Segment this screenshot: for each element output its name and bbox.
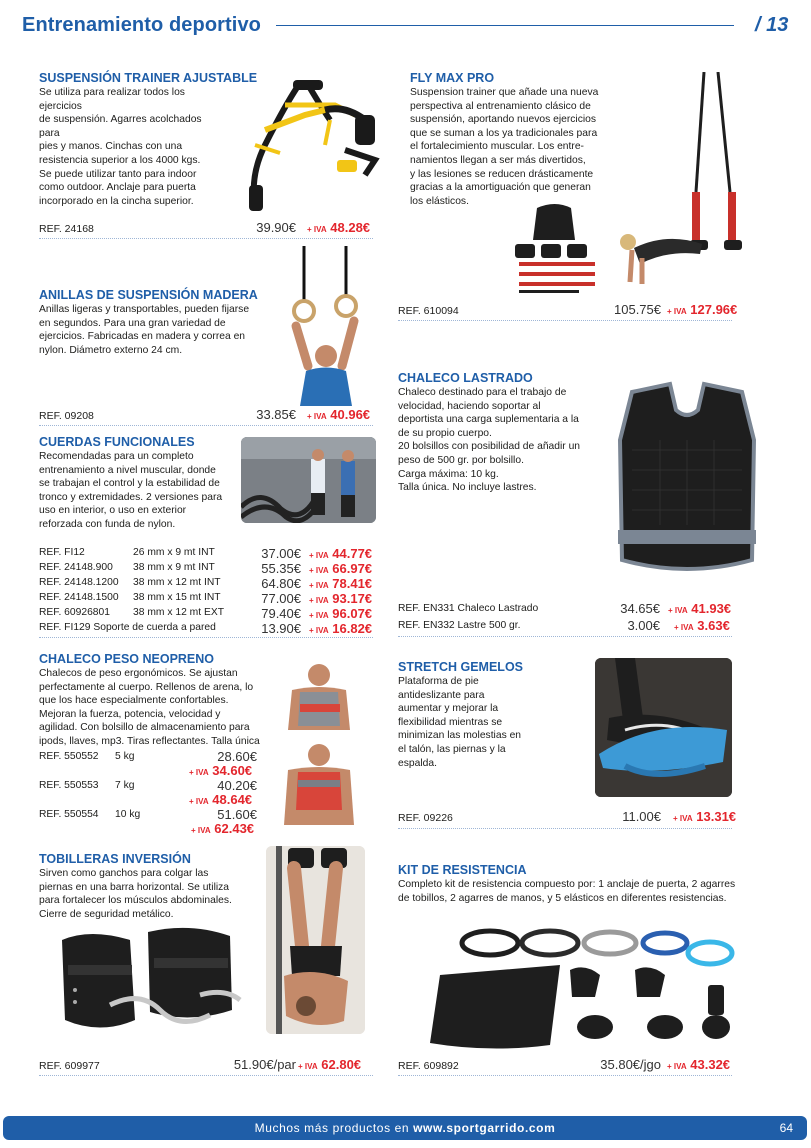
page-number: 64	[779, 1121, 793, 1135]
price-table	[39, 749, 259, 836]
product-description: Chalecos de peso ergonómicos. Se ajustan perfectamente al cuerpo. Rellenos de arena, lo que los hace especialmente confortables. Mejoran la fuerza, potencia, velocidad y agilidad. Con bolsillo de almacenamiento para ipods, llaves, mp3. Tiras reflectantes. Talla única	[39, 668, 260, 747]
table-row: REF. FI12 26 mm x 9 mt INT 37.00€ + IVA 44.77€	[39, 546, 373, 561]
neoprene-vest-image	[278, 660, 360, 825]
footer-text: Muchos más productos en www.sportgarrido.com	[254, 1121, 556, 1135]
divider	[39, 1075, 373, 1076]
suspension-trainer-image	[225, 75, 385, 215]
product-price: 35.80€/jgo	[600, 1057, 661, 1072]
product-title: KIT DE RESISTENCIA	[398, 863, 527, 877]
divider	[398, 1075, 732, 1076]
gymnastic-rings-image	[286, 246, 366, 406]
table-row: REF. 24148.1200 38 mm x 12 mt INT 64.80€ + IVA 78.41€	[39, 576, 373, 591]
divider	[39, 238, 373, 239]
product-title: CUERDAS FUNCIONALES	[39, 435, 195, 449]
inversion-boots-image	[50, 920, 250, 1050]
product-title: FLY MAX PRO	[410, 71, 495, 85]
product-description: Recomendadas para un completo entrenamiento a nivel muscular, donde se trabajan el control y la estabilidad de tronco y extremidades. 2 versiones para uso en interior, o uso en exterior reforzada con funda de nylon.	[39, 451, 223, 530]
product-price-iva: + IVA 48.28€	[307, 220, 371, 235]
price-table	[39, 546, 375, 636]
table-row: REF. 24148.1500 38 mm x 15 mt INT 77.00€ + IVA 93.17€	[39, 591, 373, 606]
product-description: Chaleco destinado para el trabajo de velocidad, haciendo soportar al deportista una carga suplementaria a la de su propio cuerpo. 20 bolsillos con posibilidad de añadir un peso de 500 gr. por bolsillo. Carga máxima: 10 kg. Talla única. No incluye lastres.	[398, 387, 581, 494]
product-ref: REF. 24168	[39, 223, 94, 235]
product-price-iva: + IVA 13.31€	[673, 809, 737, 824]
table-row: REF. 60926801 38 mm x 12 mt EXT 79.40€ + IVA 96.07€	[39, 606, 373, 621]
product-price: 105.75€	[614, 302, 661, 317]
product-description: Anillas ligeras y transportables, pueden fijarse en segundos. Para una gran variedad de ejercicios. Fabricadas en madera y correa en nylon. Diámetro externo 24 cm.	[39, 304, 250, 356]
weighted-vest-image	[612, 380, 762, 576]
product-price-iva: + IVA 40.96€	[307, 407, 371, 422]
divider	[398, 828, 732, 829]
table-row: REF. EN332 Lastre 500 gr. 3.00€ + IVA 3.63€	[398, 618, 730, 633]
product-description: Suspension trainer que añade una nueva perspectiva al entrenamiento clásico de suspensión, aportando nuevos ejercicios que se suman a los ya tradicionales para el fortalecimiento muscular. Los entre- namientos llegan a ser más divertidos, y las lesiones se reducen drásticamente gracias a la amortiguación que generan los elásticos.	[410, 87, 599, 207]
stretch-platform-image	[595, 658, 732, 797]
product-price-iva: + IVA 62.80€	[298, 1057, 362, 1072]
table-row: REF. 550554 10 kg 51.60€ + IVA 62.43€	[39, 807, 257, 836]
divider	[39, 425, 373, 426]
product-price: 33.85€	[256, 407, 296, 422]
divider	[398, 636, 732, 637]
product-description: Sirven como ganchos para colgar las piernas en una barra horizontal. Se utiliza para fortalecer los músculos abdominales. Cierre de seguridad metálico.	[39, 868, 232, 920]
product-title: ANILLAS DE SUSPENSIÓN MADERA	[39, 288, 258, 302]
footer-site-link[interactable]: www.sportgarrido.com	[413, 1121, 556, 1135]
product-title: CHALECO LASTRADO	[398, 371, 533, 385]
table-row: REF. 24148.900 38 mm x 9 mt INT 55.35€ + IVA 66.97€	[39, 561, 373, 576]
section-number: / 13	[755, 14, 789, 36]
product-ref: REF. 09226	[398, 812, 453, 824]
product-title: CHALECO PESO NEOPRENO	[39, 652, 215, 666]
battle-ropes-image	[241, 437, 376, 523]
product-ref: REF. 610094	[398, 305, 459, 317]
product-price-iva: + IVA 43.32€	[667, 1057, 731, 1072]
product-title: SUSPENSIÓN TRAINER AJUSTABLE	[39, 71, 258, 85]
fly-max-person-image	[612, 72, 762, 302]
page-title: Entrenamiento deportivo	[22, 14, 261, 36]
price-table	[398, 601, 734, 635]
product-title: TOBILLERAS INVERSIÓN	[39, 852, 191, 866]
divider	[39, 637, 373, 638]
header-rule	[276, 25, 734, 26]
product-price: 39.90€	[256, 220, 296, 235]
inversion-boots-person-image	[266, 846, 365, 1034]
product-price-iva: + IVA 127.96€	[667, 302, 738, 317]
resistance-kit-image	[420, 915, 740, 1050]
divider	[398, 320, 732, 321]
product-ref: REF. 609977	[39, 1060, 100, 1072]
product-description: Completo kit de resistencia compuesto por: 1 anclaje de puerta, 2 agarres de tobillos, 2 agarres de manos, y 5 elásticos en diferentes resistencias.	[398, 879, 736, 904]
footer-bar	[3, 1116, 807, 1140]
table-row: REF. 550552 5 kg 28.60€ + IVA 34.60€	[39, 749, 257, 778]
product-ref: REF. 09208	[39, 410, 94, 422]
product-description: Plataforma de pie antideslizante para aumentar y mejorar la flexibilidad mientras se minimizan las molestias en el talón, las piernas y la espalda.	[398, 676, 522, 769]
table-row: REF. FI129 Soporte de cuerda a pared 13.90€ + IVA 16.82€	[39, 621, 373, 636]
product-price: 11.00€	[622, 809, 661, 824]
table-row: REF. 550553 7 kg 40.20€ + IVA 48.64€	[39, 778, 257, 807]
fly-max-kit-image	[505, 200, 605, 300]
product-price: 51.90€/par	[233, 1057, 296, 1072]
table-row: REF. EN331 Chaleco Lastrado 34.65€ + IVA 41.93€	[398, 601, 732, 616]
product-description: Se utiliza para realizar todos los ejercicios de suspensión. Agarres acolchados para pies y manos. Cinchas con una resistencia superior a los 4000 kgs. Se puede utilizar tanto para indoor como outdoor. Anclaje para puerta incorporado en la cincha superior.	[39, 87, 202, 207]
product-title: STRETCH GEMELOS	[398, 660, 524, 674]
product-ref: REF. 609892	[398, 1060, 459, 1072]
